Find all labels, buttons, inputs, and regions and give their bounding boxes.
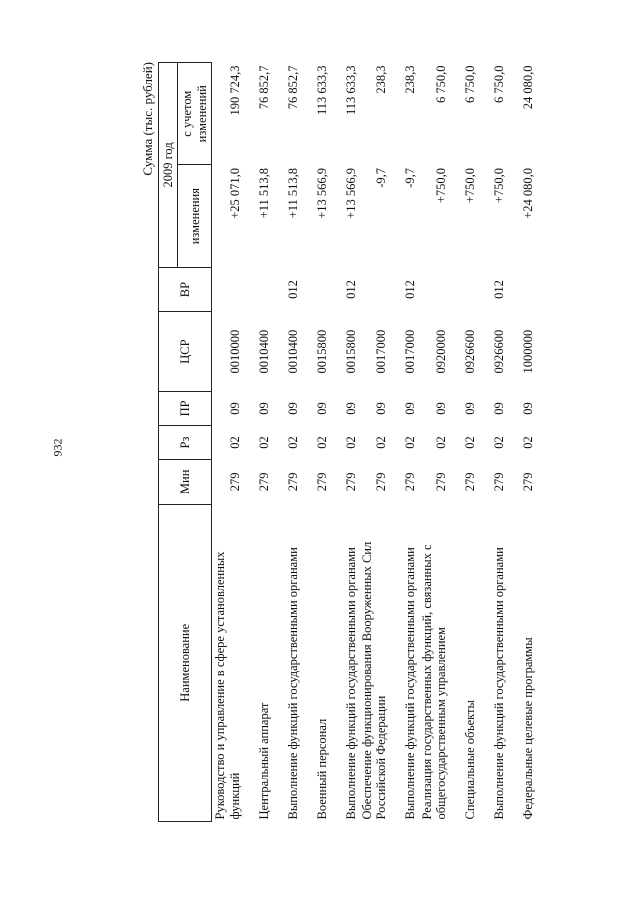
row-min: 279 (227, 472, 242, 492)
row-rz: 02 (521, 436, 535, 449)
row-name: Центральный аппарат (256, 702, 271, 820)
row-name: Выполнение функций государственными органами (285, 547, 300, 820)
row-min: 279 (285, 472, 300, 492)
row-rz: 02 (434, 436, 448, 449)
budget-table (158, 62, 536, 822)
table-body (212, 63, 537, 822)
row-rz: 02 (256, 436, 271, 449)
row-vr: 012 (492, 280, 506, 299)
row-change: +25 071,0 (227, 167, 242, 219)
row-vr (301, 267, 330, 311)
row-vr: 012 (403, 280, 418, 299)
row-csr: 0926600 (463, 329, 477, 374)
row-rz: 02 (227, 436, 242, 449)
header-changes: изменения (178, 165, 212, 267)
row-csr: 0017000 (374, 329, 389, 374)
row-rz: 02 (374, 436, 389, 449)
row-vr (419, 267, 450, 311)
row-total: 238,3 (374, 65, 389, 94)
row-min: 279 (521, 472, 535, 492)
row-vr (243, 267, 272, 311)
row-name: Военный персонал (314, 718, 329, 820)
table-row (478, 63, 507, 822)
row-total: 6 750,0 (463, 65, 477, 103)
row-change: +750,0 (463, 167, 477, 204)
row-csr: 1000000 (521, 329, 535, 374)
row-change: +13 566,9 (314, 167, 329, 219)
table-row (212, 63, 243, 822)
row-name: Реализация государственных функций, связанных с общегосударственным управлением (419, 544, 448, 820)
row-change: +11 513,8 (285, 167, 300, 219)
table-row (359, 63, 390, 822)
row-vr: 012 (343, 280, 358, 299)
row-total: 113 633,3 (343, 65, 358, 116)
row-name: Специальные объекты (463, 700, 477, 820)
header-rz: Рз (159, 425, 212, 459)
row-csr: 0015800 (314, 329, 329, 374)
row-vr (507, 267, 536, 311)
row-change: +24 080,0 (521, 167, 535, 219)
row-csr: 0920000 (434, 329, 448, 374)
header-year: 2009 год (159, 63, 178, 268)
row-csr: 0010000 (227, 329, 242, 374)
row-pr: 09 (521, 402, 535, 415)
row-total: 76 852,7 (256, 65, 271, 110)
header-name: Наименование (159, 504, 212, 821)
row-csr: 0015800 (343, 329, 358, 374)
row-total: 24 080,0 (521, 65, 535, 110)
row-min: 279 (374, 472, 389, 492)
row-change: +11 513,8 (256, 167, 271, 219)
table-row (390, 63, 419, 822)
row-rz: 02 (492, 436, 506, 449)
header-csr: ЦСР (159, 312, 212, 392)
row-vr: 012 (285, 280, 300, 299)
landscape-table-area (140, 62, 535, 822)
row-change: -9,7 (403, 167, 418, 188)
table-row (243, 63, 272, 822)
table-row (330, 63, 359, 822)
row-total: 190 724,3 (227, 65, 242, 116)
row-pr: 09 (314, 402, 329, 415)
row-pr: 09 (492, 402, 506, 415)
row-rz: 02 (403, 436, 418, 449)
row-rz: 02 (285, 436, 300, 449)
row-pr: 09 (227, 402, 242, 415)
row-name: Обеспечение функционирования Вооруженных Сил Российской Федерации (359, 541, 389, 820)
row-total: 238,3 (403, 65, 418, 94)
row-total: 113 633,3 (314, 65, 329, 116)
header-pr: ПР (159, 391, 212, 425)
row-total: 6 750,0 (434, 65, 448, 103)
row-change: +13 566,9 (343, 167, 358, 219)
table-row (272, 63, 301, 822)
row-name: Выполнение функций государственными органами (403, 547, 418, 820)
row-min: 279 (256, 472, 271, 492)
table-row (449, 63, 478, 822)
table-row (419, 63, 450, 822)
unit-note: Сумма (тыс. рублей) (140, 62, 155, 176)
row-pr: 09 (463, 402, 477, 415)
row-total: 76 852,7 (285, 65, 300, 110)
row-name: Федеральные целевые программы (521, 637, 535, 820)
row-min: 279 (463, 472, 477, 492)
row-pr: 09 (256, 402, 271, 415)
row-pr: 09 (285, 402, 300, 415)
row-vr (449, 267, 478, 311)
row-pr: 09 (403, 402, 418, 415)
header-with-changes: с учетом изменений (178, 63, 212, 165)
header-min: Мин (159, 460, 212, 504)
table-row (507, 63, 536, 822)
table-row (301, 63, 330, 822)
row-pr: 09 (374, 402, 389, 415)
row-min: 279 (343, 472, 358, 492)
row-csr: 0010400 (256, 329, 271, 374)
row-change: +750,0 (492, 167, 506, 204)
header-row-1 (159, 63, 178, 822)
row-min: 279 (492, 472, 506, 492)
row-csr: 0926600 (492, 329, 506, 374)
row-name: Выполнение функций государственными органами (343, 547, 358, 820)
row-rz: 02 (314, 436, 329, 449)
row-name: Руководство и управление в сфере установленных функций (213, 551, 242, 820)
row-total: 6 750,0 (492, 65, 506, 103)
row-change: +750,0 (434, 167, 448, 204)
row-vr (359, 267, 390, 311)
rotated-page-content (140, 62, 535, 822)
row-change: -9,7 (374, 167, 389, 188)
row-rz: 02 (343, 436, 358, 449)
row-csr: 0010400 (285, 329, 300, 374)
row-csr: 0017000 (403, 329, 418, 374)
row-rz: 02 (463, 436, 477, 449)
page-number: 932 (50, 438, 65, 457)
header-vr: ВР (159, 267, 212, 311)
row-name: Выполнение функций государственными органами (492, 547, 506, 820)
row-pr: 09 (434, 402, 448, 415)
row-pr: 09 (343, 402, 358, 415)
row-min: 279 (434, 472, 448, 492)
row-vr (212, 267, 243, 311)
row-min: 279 (403, 472, 418, 492)
row-min: 279 (314, 472, 329, 492)
